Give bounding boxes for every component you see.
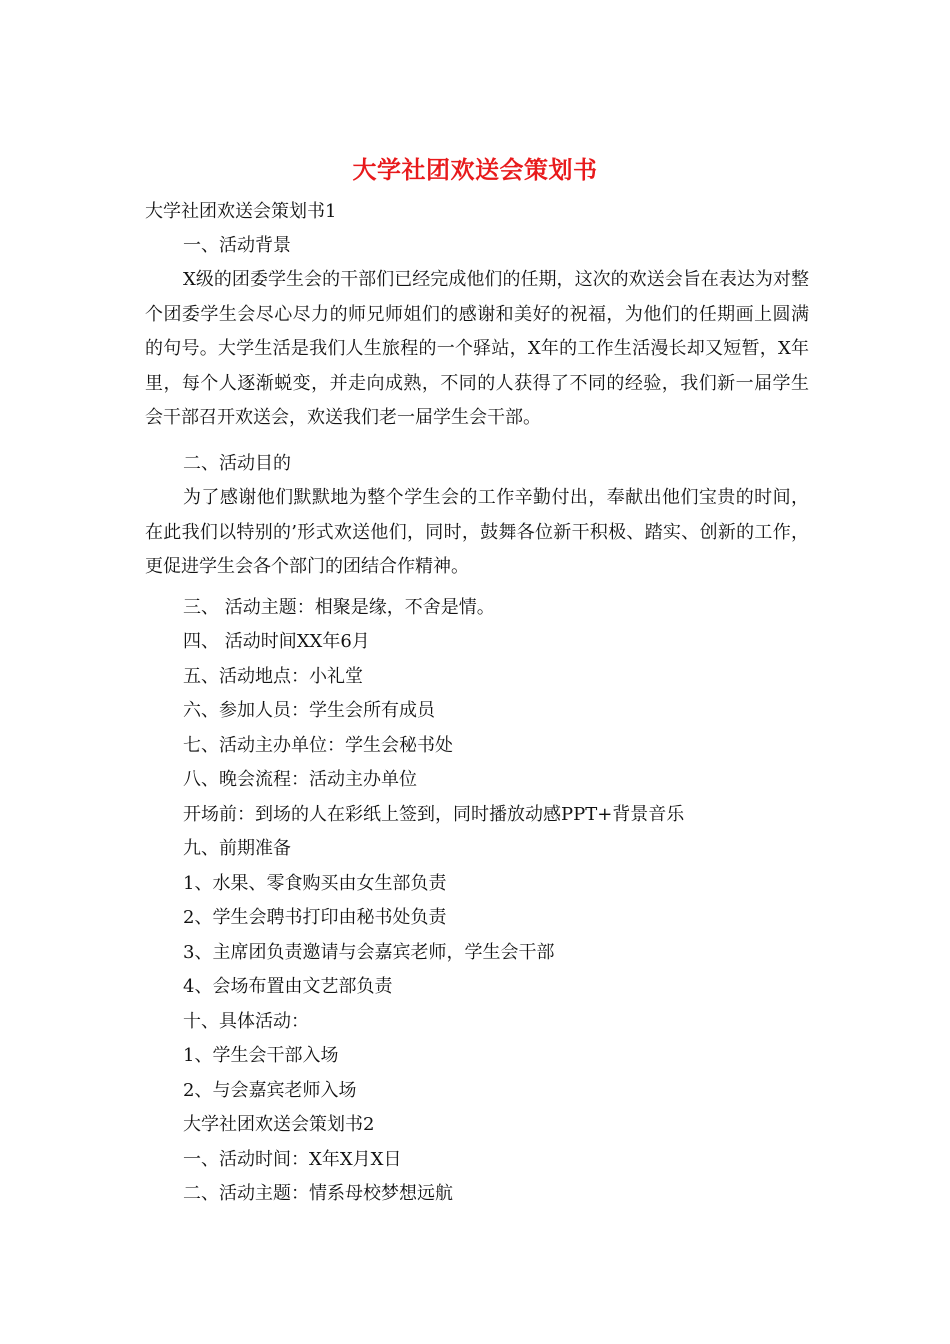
- item-participants: 六、参加人员：学生会所有成员: [183, 700, 435, 721]
- item-preparation: 九、前期准备: [183, 838, 291, 859]
- prep-item-3: 3、主席团负责邀请与会嘉宾老师，学生会干部: [183, 942, 555, 963]
- section-heading-2: 大学社团欢送会策划书2: [183, 1114, 375, 1135]
- heading-purpose: 二、活动目的: [183, 453, 291, 474]
- paragraph-background: X级的团委学生会的干部们已经完成他们的任期，这次的欢送会旨在表达为对整个团委学生会尽心尽力的师兄师姐们的感谢和美好的祝福，为他们的任期画上圆满的句号。大学生活是我们人生旅程的一个驿站，X年的工作生活漫长却又短暂，X年里，每个人逐渐蜕变，并走向成熟，不同的人获得了不同的经验，我们新一届学生会干部召开欢送会，欢送我们老一届学生会干部。: [145, 269, 809, 428]
- item-theme-2: 二、活动主题：情系母校梦想远航: [183, 1183, 453, 1204]
- item-time: 四、 活动时间XX年6月: [183, 631, 370, 652]
- item-before-opening: 开场前：到场的人在彩纸上签到，同时播放动感PPT+背景音乐: [183, 804, 685, 825]
- activity-item-2: 2、与会嘉宾老师入场: [183, 1080, 357, 1101]
- item-time-2: 一、活动时间：X年X月X日: [183, 1149, 402, 1170]
- activity-item-1: 1、学生会干部入场: [183, 1045, 339, 1066]
- prep-item-2: 2、学生会聘书打印由秘书处负责: [183, 907, 447, 928]
- section-heading-1: 大学社团欢送会策划书1: [145, 201, 337, 222]
- item-agenda: 八、晚会流程：活动主办单位: [183, 769, 417, 790]
- document-title: 大学社团欢送会策划书: [352, 155, 598, 184]
- item-organizer: 七、活动主办单位：学生会秘书处: [183, 735, 453, 756]
- item-theme: 三、 活动主题：相聚是缘，不舍是情。: [183, 597, 495, 618]
- item-location: 五、活动地点：小礼堂: [183, 666, 363, 687]
- prep-item-4: 4、会场布置由文艺部负责: [183, 976, 393, 997]
- paragraph-purpose: 为了感谢他们默默地为整个学生会的工作辛勤付出，奉献出他们宝贵的时间，在此我们以特别的’形式欢送他们，同时，鼓舞各位新干积极、踏实、创新的工作，更促进学生会各个部门的团结合作精神。: [145, 487, 809, 577]
- item-activities: 十、具体活动：: [183, 1011, 309, 1032]
- heading-background: 一、活动背景: [183, 235, 291, 256]
- prep-item-1: 1、水果、零食购买由女生部负责: [183, 873, 447, 894]
